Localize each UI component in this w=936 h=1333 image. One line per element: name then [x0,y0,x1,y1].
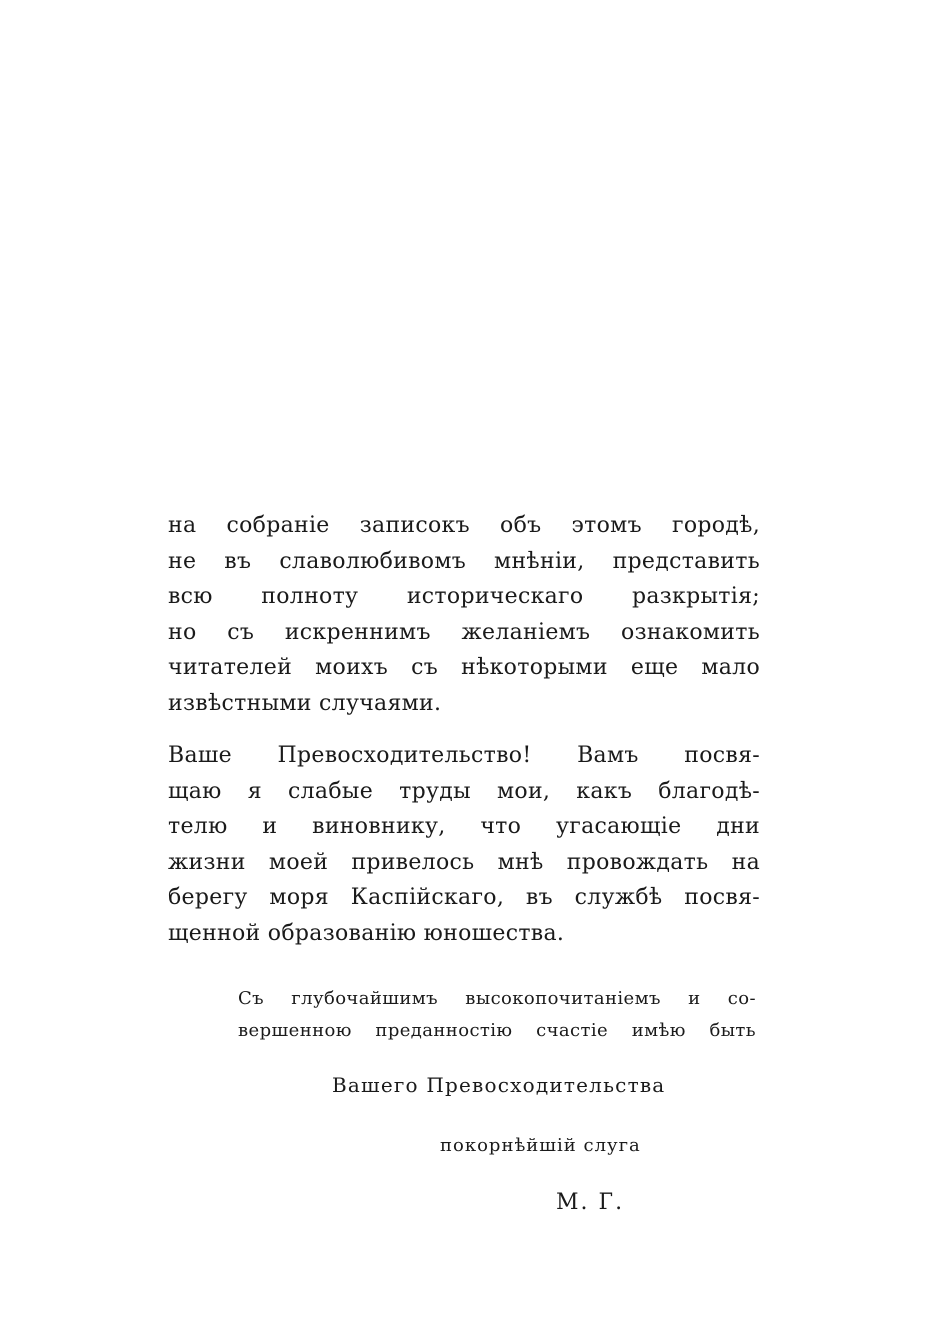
signature-initials: М. Г. [556,1190,625,1215]
paragraph-1 [168,508,760,721]
text-line: жизни моей привелось мнѣ провождать на [168,849,760,875]
text-line: извѣстными случаями. [168,690,442,716]
text-line: вершенною преданностію счастіе имѣю быть [238,1020,756,1041]
paragraph-2 [168,738,760,951]
text-line: читателей моихъ съ нѣкоторыми еще мало [168,655,760,680]
text-line: не въ славолюбивомъ мнѣніи, представить [168,548,760,574]
text-line: берегу моря Каспійскаго, въ службѣ посвя- [168,885,760,910]
text-line: всю полноту историческаго разкрытія; [168,584,760,609]
text-line: телю и виновнику, что угасающіе дни [168,814,760,839]
text-line: щенной образованію юношества. [168,920,565,946]
text-line: но съ искреннимъ желаніемъ ознакомить [168,619,760,645]
text-line: щаю я слабые труды мои, какъ благодѣ- [168,778,760,804]
text-line: Съ глубочайшимъ высокопочитаніемъ и со- [238,988,756,1009]
closing-formula [238,983,756,1047]
text-line: на собраніе записокъ объ этомъ городѣ, [168,513,760,538]
text-line: Ваше Превосходительство! Вамъ посвя- [168,743,760,768]
signature-servant: покорнѣйшій слуга [440,1135,641,1156]
signature-honorific: Вашего Превосходительства [332,1073,666,1097]
